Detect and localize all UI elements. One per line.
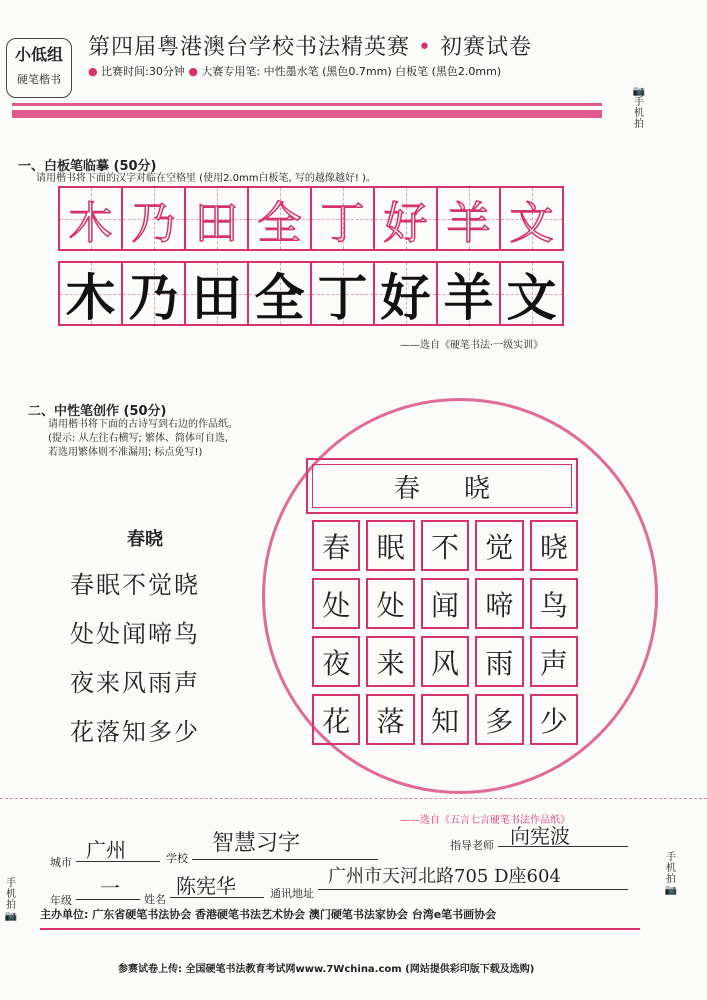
section1-instruction: 请用楷书将下面的汉字对临在空格里 (使用2.0mm白板笔, 写的越像越好! )。 — [36, 173, 376, 184]
badge-group: 小低组 — [14, 45, 63, 64]
section1-source: ——选自《硬笔书法·一级实训》 — [400, 340, 544, 351]
upload-info: 参赛试卷上传: 全国硬笔书法教育考试网www.7Wchina.com (网站提供彩印版下载及选购) — [118, 964, 535, 975]
artwork-cell[interactable]: 春 — [312, 520, 360, 571]
section1-title: 一、白板笔临摹 (50分) — [18, 159, 157, 174]
section2-instructions: 请用楷书将下面的古诗写到右边的作品纸。 (提示: 从左往右横写; 繁体、简体可自选, 若选用繁体则不准漏用; 标点免写!) — [48, 419, 238, 458]
title-separator: • — [418, 35, 432, 60]
model-cell: 木 — [58, 186, 123, 251]
phone-label-left: 手机拍 📷 — [4, 878, 18, 922]
source-poem — [70, 525, 200, 761]
poem-line: 花落知多少 — [70, 718, 200, 746]
practice-cell[interactable]: 文 — [499, 261, 564, 326]
badge-style: 硬笔楷书 — [17, 73, 61, 86]
phone-label-top: 📷 手机拍 — [632, 86, 646, 130]
grade-label: 年级 — [50, 894, 72, 907]
artwork-cell[interactable]: 处 — [366, 578, 414, 629]
practice-cell[interactable]: 羊 — [436, 261, 501, 326]
teacher-label: 指导老师 — [450, 839, 494, 852]
footer-line — [40, 928, 640, 930]
group-badge — [6, 38, 72, 98]
artwork-cell[interactable]: 声 — [530, 636, 578, 687]
artwork-grid — [312, 520, 584, 752]
name-field[interactable] — [170, 897, 264, 898]
model-cell: 全 — [247, 186, 312, 251]
bullet-icon: ● — [88, 65, 98, 78]
artwork-row — [312, 694, 584, 745]
poem-line: 处处闻啼鸟 — [70, 620, 200, 648]
header-band — [12, 103, 602, 106]
artwork-cell[interactable]: 晓 — [530, 520, 578, 571]
exam-pen: 大赛专用笔: 中性墨水笔 (黑色0.7mm) 白板笔 (黑色2.0mm) — [201, 65, 502, 78]
artwork-cell[interactable]: 少 — [530, 694, 578, 745]
camera-icon: 📷 — [4, 911, 18, 922]
poem-line: 春眠不觉晓 — [70, 571, 200, 599]
name-label: 姓名 — [144, 893, 166, 906]
practice-cell[interactable]: 好 — [373, 261, 438, 326]
poem-line: 夜来风雨声 — [70, 669, 200, 697]
practice-cell[interactable]: 木 — [58, 261, 123, 326]
phone-label-right: 手机拍 📷 — [664, 852, 678, 896]
model-grid — [58, 186, 562, 251]
school-field[interactable] — [192, 859, 378, 860]
artwork-cell[interactable]: 风 — [421, 636, 469, 687]
teacher-value: 向宪波 — [510, 824, 570, 848]
artwork-cell[interactable]: 夜 — [312, 636, 360, 687]
artwork-row — [312, 636, 584, 687]
model-cell: 田 — [184, 186, 249, 251]
poem-title: 春晓 — [127, 529, 163, 550]
bullet-icon: ● — [188, 65, 198, 78]
practice-grid — [58, 261, 562, 326]
practice-cell[interactable]: 乃 — [121, 261, 186, 326]
model-cell: 乃 — [121, 186, 186, 251]
camera-icon: 📷 — [664, 885, 678, 896]
artwork-cell[interactable]: 啼 — [475, 578, 523, 629]
artwork-row — [312, 578, 584, 629]
artwork-cell[interactable]: 闻 — [421, 578, 469, 629]
address-label: 通讯地址 — [270, 887, 314, 900]
city-label: 城市 — [50, 856, 72, 869]
grade-field[interactable] — [76, 899, 140, 900]
city-value: 广州 — [86, 838, 126, 862]
exam-info — [88, 63, 501, 79]
page-title — [88, 30, 532, 61]
header-band — [12, 110, 602, 118]
practice-cell[interactable]: 田 — [184, 261, 249, 326]
artwork-cell[interactable]: 知 — [421, 694, 469, 745]
artwork-cell[interactable]: 眠 — [366, 520, 414, 571]
school-value: 智慧习字 — [212, 831, 301, 856]
address-field[interactable] — [318, 889, 628, 890]
section2-source: ——选自《五言七言硬笔书法作品纸》 — [400, 815, 570, 826]
name-value: 陈宪华 — [176, 874, 236, 898]
written-title-box[interactable] — [306, 458, 578, 514]
artwork-cell[interactable]: 落 — [366, 694, 414, 745]
artwork-cell[interactable]: 花 — [312, 694, 360, 745]
city-field[interactable] — [76, 861, 160, 862]
school-label: 学校 — [166, 852, 188, 865]
artwork-cell[interactable]: 鸟 — [530, 578, 578, 629]
artwork-cell[interactable]: 不 — [421, 520, 469, 571]
model-cell: 文 — [499, 186, 564, 251]
practice-cell[interactable]: 全 — [247, 261, 312, 326]
artwork-cell[interactable]: 觉 — [475, 520, 523, 571]
model-cell: 丁 — [310, 186, 375, 251]
model-cell: 羊 — [436, 186, 501, 251]
artwork-cell[interactable]: 雨 — [475, 636, 523, 687]
practice-cell[interactable]: 丁 — [310, 261, 375, 326]
title-main: 第四届粤港澳台学校书法精英赛 — [88, 35, 411, 60]
artwork-cell[interactable]: 来 — [366, 636, 414, 687]
teacher-field[interactable] — [498, 846, 628, 847]
section2-title: 二、中性笔创作 (50分) — [28, 404, 167, 419]
artwork-cell[interactable]: 处 — [312, 578, 360, 629]
cut-line — [0, 798, 707, 799]
artwork-row — [312, 520, 584, 571]
artwork-cell[interactable]: 多 — [475, 694, 523, 745]
exam-time: 比赛时间:30分钟 — [101, 65, 185, 78]
camera-icon: 📷 — [632, 86, 646, 97]
grade-value: 一 — [100, 876, 120, 900]
title-tail: 初赛试卷 — [440, 35, 533, 60]
written-title: 春晓 — [393, 473, 534, 504]
organizers: 主办单位: 广东省硬笔书法协会 香港硬笔书法艺术协会 澳门硬笔书法家协会 台湾e笔书画协会 — [40, 908, 497, 921]
model-cell: 好 — [373, 186, 438, 251]
address-value: 广州市天河北路705 D座604 — [328, 866, 561, 887]
